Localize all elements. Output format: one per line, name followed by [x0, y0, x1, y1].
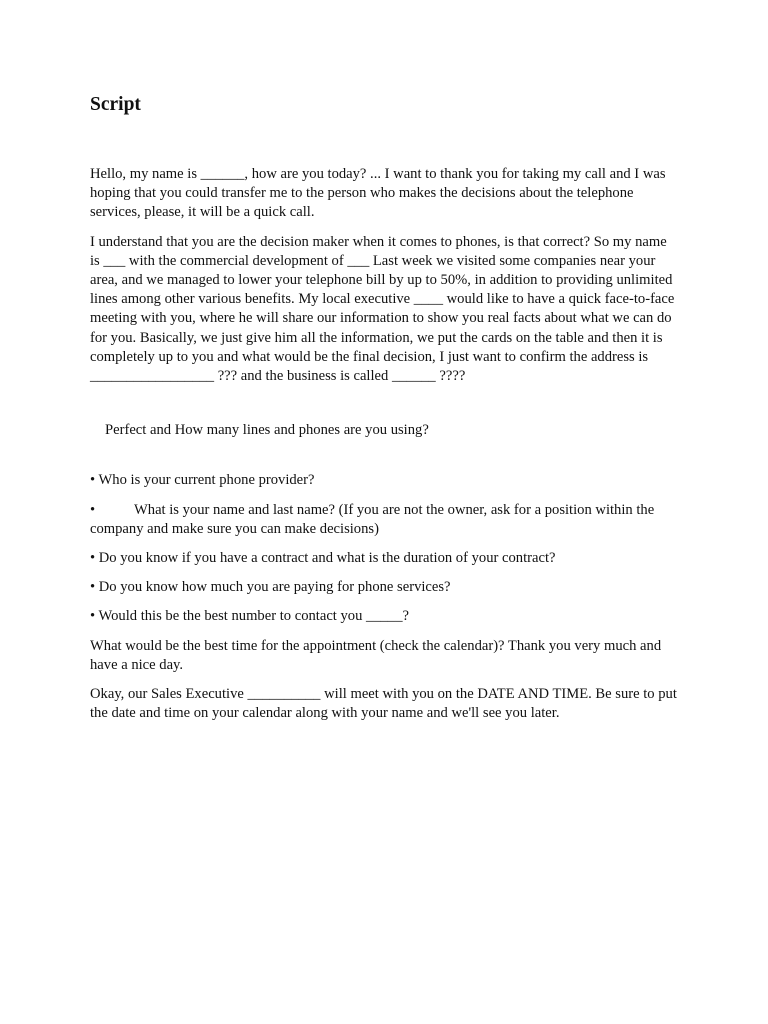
bullet-paying: • Do you know how much you are paying for phone services? [90, 579, 451, 596]
paragraph-greeting: Hello, my name is ______, how are you today? ... I want to thank you for taking my call and I was hoping that you could transfer me to the person who makes the decisions about the telephone services, please, it will be a quick call. [90, 166, 666, 221]
paragraph-appointment: What would be the best time for the appointment (check the calendar)? Thank you very much and have a nice day. [90, 637, 662, 673]
bullet-marker: • [90, 501, 96, 518]
bullet-contract: • Do you know if you have a contract and what is the duration of your contract? [90, 550, 556, 567]
paragraph-introduction: I understand that you are the decision maker when it comes to phones, is that correct? So my name is ___ with the commercial development of ___ Last week we visited some companies near your area, and we managed to lower your telephone bill by up to 50%, in addition to providing unlimited lines among other various benefits. My local executive ____ would like to have a quick face-to-face meeting with you, where he will share our information to show you real facts about what we can do for you. Basically, we just give him all the information, we put the cards on the table and then it is completely up to you and what would be the final decision, I just want to confirm the address is _________________ ??? and the business is called ______ ???? [90, 233, 675, 385]
bullet-name [90, 501, 680, 539]
bullet-phone-provider: • Who is your current phone provider? [90, 472, 315, 489]
bullet-name-text: What is your name and last name? (If you are not the owner, ask for a position within the company and make sure you can make decisions) [90, 501, 655, 537]
paragraph-closing: Okay, our Sales Executive __________ will meet with you on the DATE AND TIME. Be sure to put the date and time on your calendar along with your name and we'll see you later. [90, 686, 677, 722]
page-title: Script [90, 94, 141, 115]
bullet-best-number: • Would this be the best number to contact you _____? [90, 608, 409, 625]
document-page [90, 92, 680, 733]
question-intro: Perfect and How many lines and phones are you using? [105, 422, 429, 439]
